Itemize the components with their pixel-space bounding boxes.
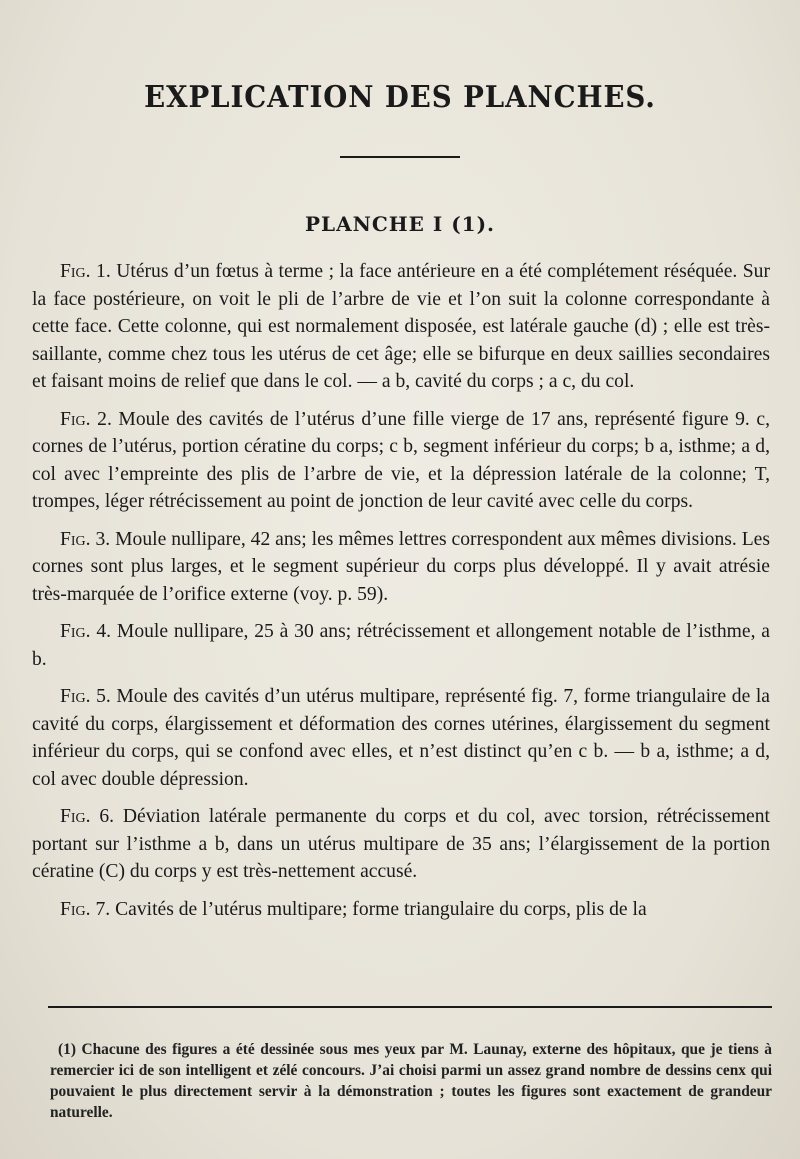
figure-label: Fig. 2. bbox=[60, 408, 112, 430]
figure-text: Moule des cavités d’un utérus multipare, représenté fig. 7, forme triangulaire de la cavité du corps, élargissement et déformation des cornes utérines, élargissement du segment inférieur du corps, qui se confond avec elles, et n’est distinct qu’en c b. — b a, isthme; a d, col avec double dépression. bbox=[32, 686, 770, 790]
figure-text: Déviation latérale permanente du corps et du col, avec torsion, rétrécissement portant sur l’isthme a b, dans un utérus multipare de 35 ans; l’élargissement de la portion cératine (C) du corps y est très-nettement accusé. bbox=[32, 806, 770, 882]
page-title: EXPLICATION DES PLANCHES. bbox=[144, 80, 656, 115]
footnote bbox=[50, 1039, 772, 1123]
figure-explanations bbox=[32, 258, 770, 933]
figure-paragraph-7 bbox=[32, 896, 770, 924]
figure-text: Moule des cavités de l’utérus d’une fille vierge de 17 ans, représenté figure 9. c, cornes de l’utérus, portion cératine du corps; c b, segment inférieur du corps; b a, isthme; a d, col avec l’empreinte des plis de l’arbre de vie, et la dépression latérale de la colonne; T, trompes, léger rétrécissement au point de jonction de leur cavité avec celle du corps. bbox=[32, 408, 770, 512]
figure-text: Utérus d’un fœtus à terme ; la face antérieure en a été complétement réséquée. Sur la face postérieure, on voit le pli de l’arbre de vie et l’on suit la colonne correspondante à cette face. Cette colonne, qui est normalement disposée, est latérale gauche (d) ; elle est très-saillante, comme chez tous les utérus de cet âge; elle se bifurque en deux saillies secondaires et faisant moins de relief que dans le col. — a b, cavité du corps ; a c, du col. bbox=[32, 261, 770, 392]
figure-paragraph-1 bbox=[32, 258, 770, 396]
footnote-divider bbox=[48, 1006, 772, 1008]
plate-heading: PLANCHE I (1). bbox=[304, 212, 496, 236]
figure-paragraph-6 bbox=[32, 803, 770, 886]
figure-text: Cavités de l’utérus multipare; forme triangulaire du corps, plis de la bbox=[110, 898, 647, 920]
figure-text: Moule nullipare, 25 à 30 ans; rétrécissement et allongement notable de l’isthme, a b. bbox=[32, 621, 770, 670]
figure-text: Moule nullipare, 42 ans; les mêmes lettres correspondent aux mêmes divisions. Les cornes sont plus larges, et le segment supérieur du corps plus développé. Il y avait atrésie très-marquée de l’orifice externe (voy. p. 59). bbox=[32, 528, 770, 605]
figure-paragraph-2 bbox=[32, 406, 770, 516]
figure-paragraph-4 bbox=[32, 618, 770, 673]
figure-paragraph-3 bbox=[32, 526, 770, 609]
figure-label: Fig. 5. bbox=[60, 686, 111, 707]
figure-label: Fig. 6. bbox=[60, 806, 115, 827]
figure-label: Fig. 3. bbox=[60, 528, 111, 550]
figure-label: Fig. 1. bbox=[60, 261, 111, 282]
footnote-text: (1) Chacune des figures a été dessinée sous mes yeux par M. Launay, externe des hôpitaux, que je tiens à remercier ici de son intelligent et zélé concours. J’ai choisi parmi un assez grand nombre de dessins cenx qui pouvaient le plus directement servir à la démonstration ; toutes les figures sont exactement de grandeur naturelle. bbox=[50, 1041, 772, 1121]
figure-label: Fig. 7. bbox=[60, 898, 111, 920]
title-divider bbox=[340, 156, 460, 158]
figure-paragraph-5 bbox=[32, 683, 770, 793]
figure-label: Fig. 4. bbox=[60, 621, 112, 642]
